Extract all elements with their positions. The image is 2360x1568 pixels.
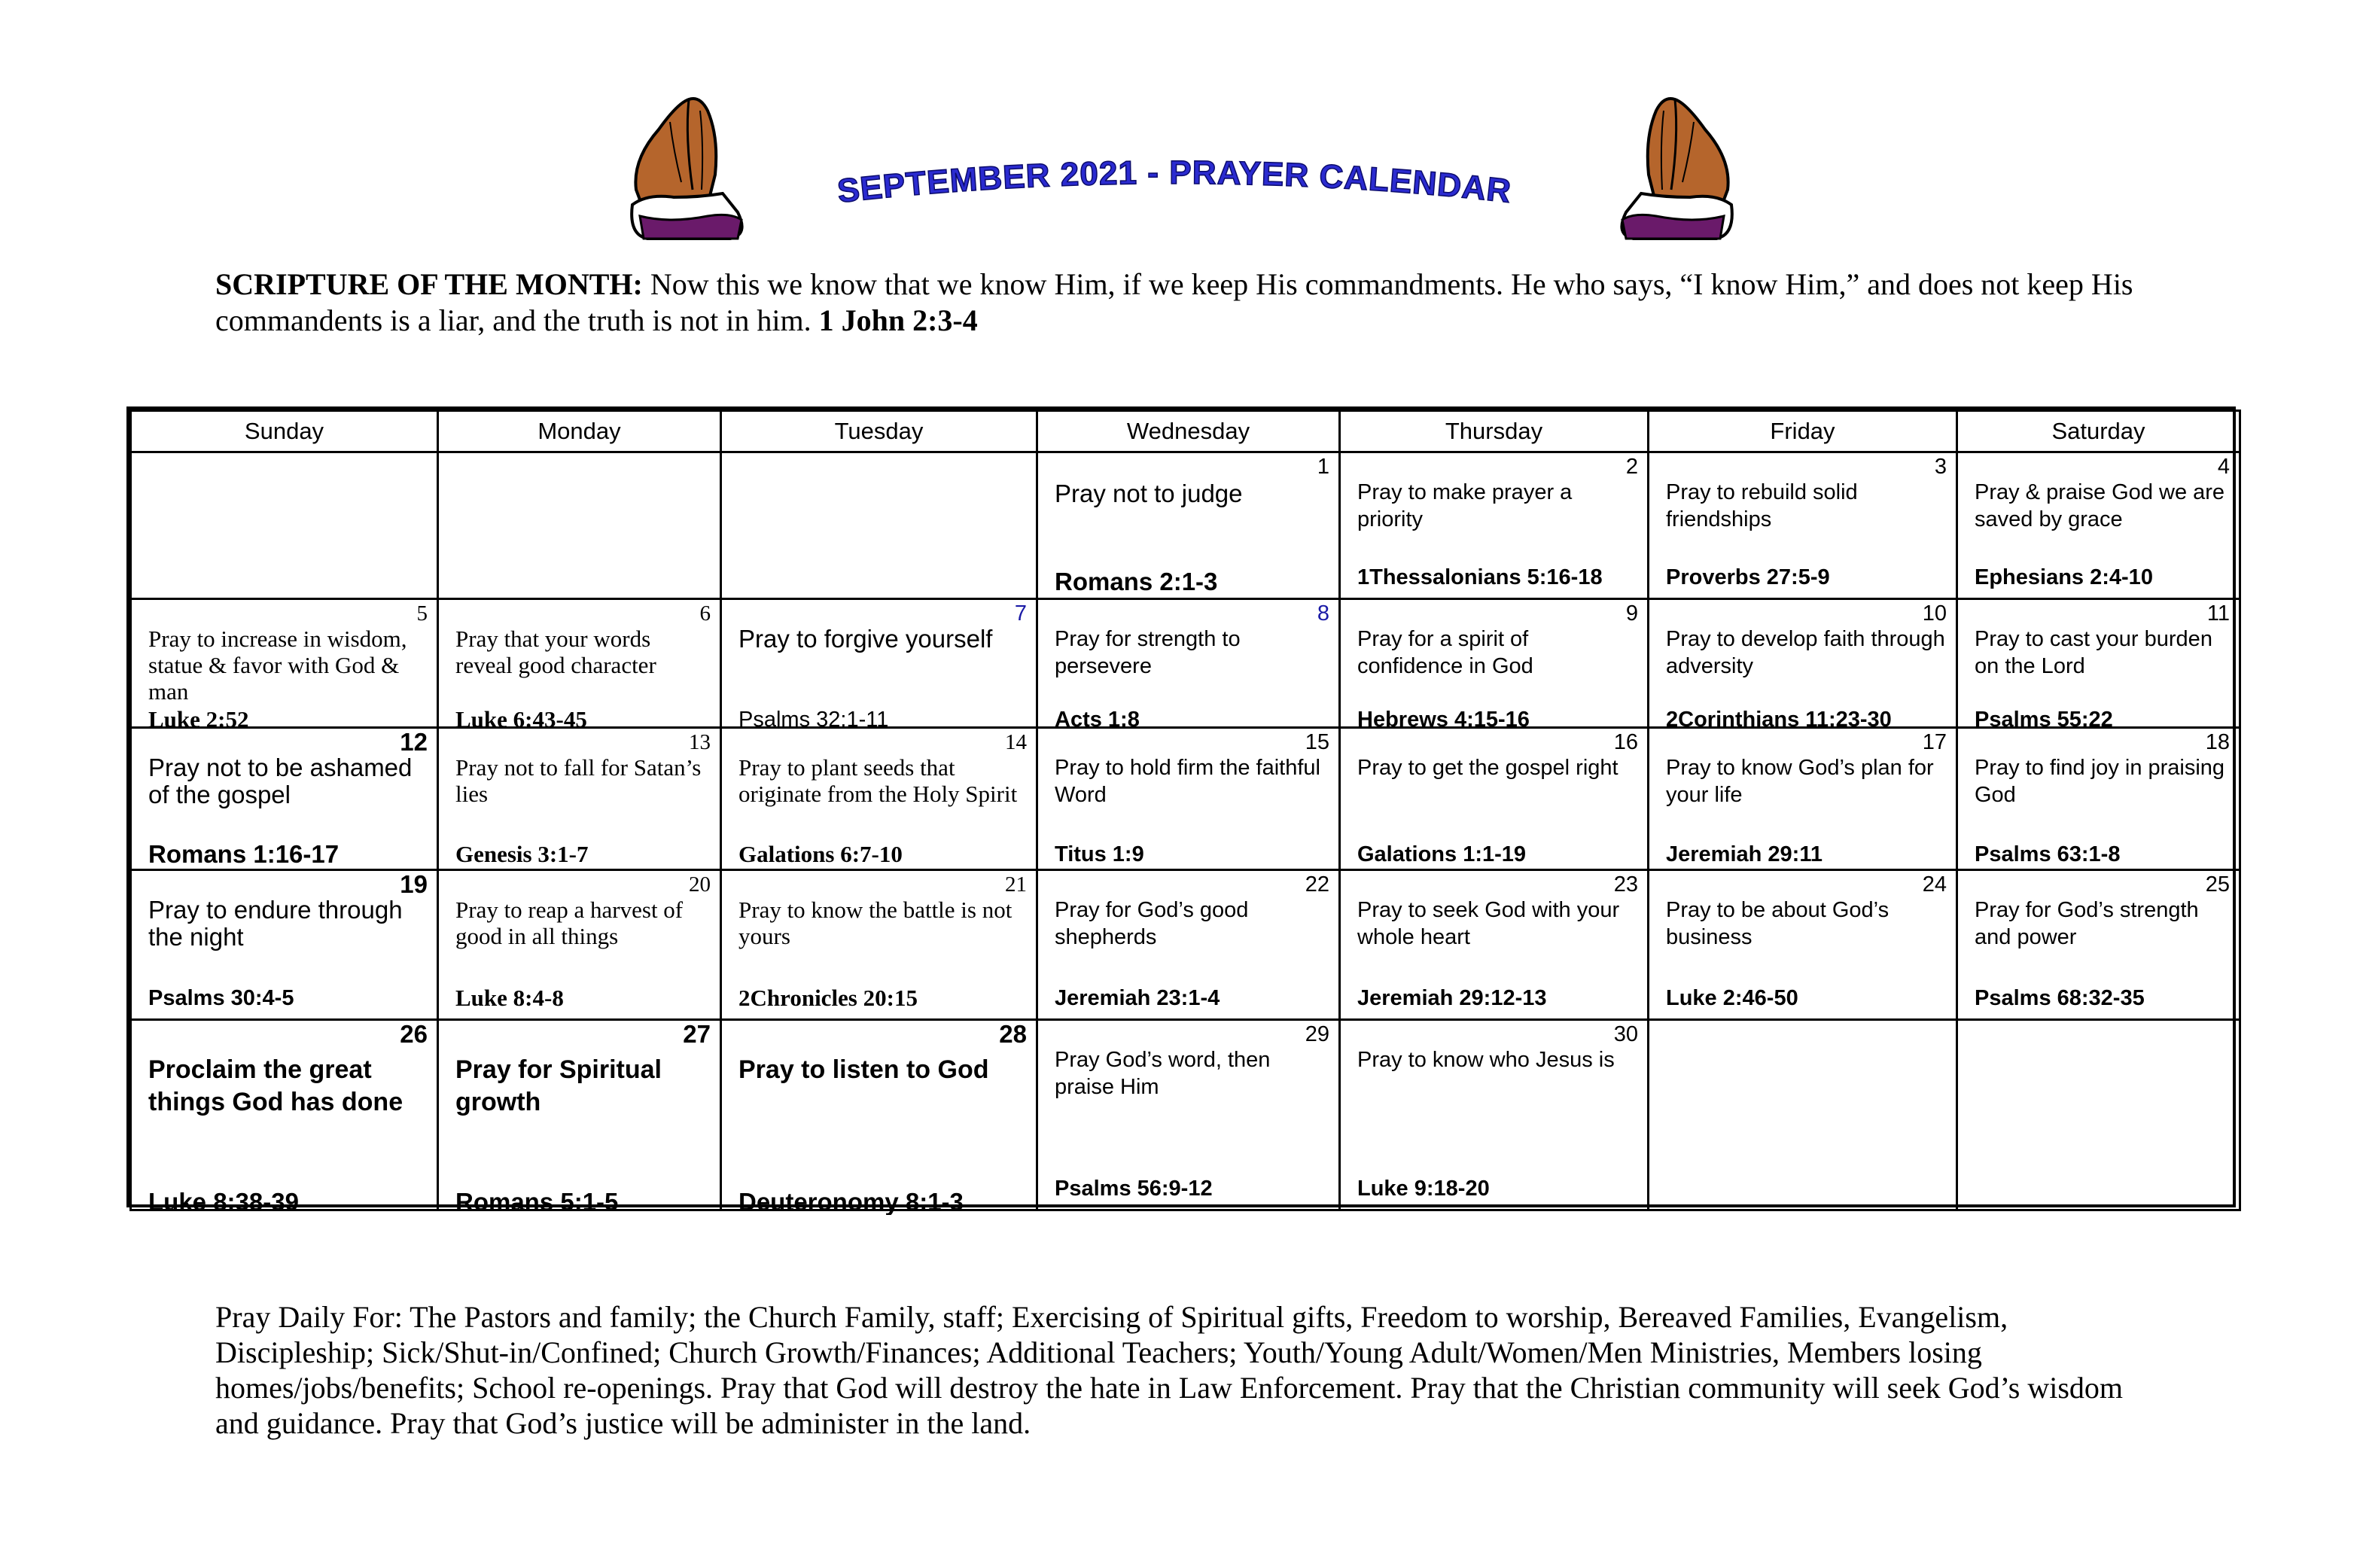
- prayer-text: Pray to forgive yourself: [738, 625, 993, 653]
- day-cell-25: [1957, 870, 2240, 1020]
- day-number: 24: [1922, 872, 1947, 897]
- day-number: 5: [416, 601, 428, 626]
- empty-day-cell: [438, 452, 721, 599]
- prayer-text: Pray to endure through the night: [148, 896, 403, 951]
- weekday-monday: Monday: [438, 411, 721, 452]
- scripture-ref: Deuteronomy 8:1-3: [738, 1189, 964, 1215]
- scripture-ref: Jeremiah 29:12-13: [1357, 986, 1547, 1010]
- week-row: [131, 728, 2240, 870]
- prayer-text: Pray for strength to persevere: [1055, 627, 1241, 678]
- day-cell-19: [131, 870, 438, 1020]
- week-row: [131, 599, 2240, 728]
- day-cell-3: [1649, 452, 1957, 599]
- day-cell-13: [438, 728, 721, 870]
- prayer-text: Pray to know God’s plan for your life: [1666, 756, 1934, 807]
- prayer-text: Pray to develop faith through adversity: [1666, 627, 1945, 678]
- prayer-text: Pray for a spirit of confidence in God: [1357, 627, 1533, 678]
- day-cell-18: [1957, 728, 2240, 870]
- day-cell-26: [131, 1020, 438, 1215]
- day-number: 17: [1922, 730, 1947, 754]
- praying-hands-icon: [617, 92, 760, 242]
- week-row: [131, 870, 2240, 1020]
- day-number: 11: [2206, 601, 2230, 626]
- day-cell-8: [1037, 599, 1340, 732]
- day-number: 23: [1613, 872, 1638, 897]
- scripture-ref: Psalms 32:1-11: [738, 708, 889, 732]
- prayer-text: Pray to get the gospel right: [1357, 756, 1619, 780]
- scripture-ref: Luke 2:52: [148, 707, 249, 732]
- scripture-ref: Luke 2:46-50: [1666, 986, 1798, 1010]
- prayer-text: Pray God’s word, then praise Him: [1055, 1048, 1271, 1099]
- day-cell-30: [1340, 1020, 1649, 1210]
- title-text: SEPTEMBER 2021 - PRAYER CALENDAR: [835, 154, 1514, 210]
- day-number: 13: [689, 730, 711, 754]
- day-cell-16: [1340, 728, 1649, 870]
- scripture-ref: Jeremiah 29:11: [1666, 842, 1823, 866]
- day-cell-27: [438, 1020, 721, 1215]
- day-number: 15: [1305, 730, 1329, 754]
- prayer-text: Pray & praise God we are saved by grace: [1975, 480, 2225, 531]
- day-cell-17: [1649, 728, 1957, 870]
- day-cell-1: [1037, 452, 1340, 599]
- scripture-ref: 2Chronicles 20:15: [738, 985, 918, 1011]
- prayer-text: Pray to listen to God: [738, 1055, 989, 1084]
- scripture-ref: Romans 2:1-3: [1055, 569, 1218, 595]
- prayer-text: Pray for God’s good shepherds: [1055, 898, 1249, 949]
- empty-day-cell: [1957, 1020, 2240, 1210]
- scripture-ref: Galations 6:7-10: [738, 842, 903, 867]
- day-number: 19: [400, 870, 428, 898]
- scripture-ref: Luke 8:4-8: [455, 985, 564, 1011]
- scripture-ref: Hebrews 4:15-16: [1357, 708, 1530, 732]
- weekday-tuesday: Tuesday: [721, 411, 1037, 452]
- day-cell-9: [1340, 599, 1649, 732]
- weekday-wednesday: Wednesday: [1037, 411, 1340, 452]
- day-number: 21: [1005, 872, 1027, 897]
- prayer-text: Pray for God’s strength and power: [1975, 898, 2199, 949]
- day-cell-11: [1957, 599, 2240, 732]
- weekday-friday: Friday: [1649, 411, 1957, 452]
- scripture-ref: Proverbs 27:5-9: [1666, 565, 1830, 589]
- scripture-reference: 1 John 2:3-4: [818, 303, 978, 337]
- day-number: 28: [999, 1020, 1027, 1048]
- prayer-text: Pray to reap a harvest of good in all things: [455, 897, 684, 949]
- scripture-ref: Psalms 68:32-35: [1975, 986, 2145, 1010]
- day-cell-7: [721, 599, 1037, 732]
- prayer-text: Pray to know the battle is not yours: [738, 897, 1013, 949]
- scripture-ref: Psalms 30:4-5: [148, 986, 294, 1010]
- day-cell-5: [131, 599, 438, 732]
- day-cell-20: [438, 870, 721, 1020]
- day-number: 9: [1625, 601, 1638, 626]
- scripture-ref: Titus 1:9: [1055, 842, 1144, 866]
- prayer-text: Pray to find joy in praising God: [1975, 756, 2225, 807]
- prayer-text: Pray to know who Jesus is: [1357, 1048, 1615, 1072]
- day-number: 6: [699, 601, 711, 626]
- day-cell-23: [1340, 870, 1649, 1020]
- day-cell-15: [1037, 728, 1340, 870]
- weekday-thursday: Thursday: [1340, 411, 1649, 452]
- page-title: [805, 154, 1543, 222]
- day-number: 16: [1613, 730, 1638, 754]
- scripture-ref: Romans 1:16-17: [148, 842, 340, 867]
- prayer-text: Pray to hold firm the faithful Word: [1055, 756, 1320, 807]
- prayer-text: Pray to plant seeds that originate from the Holy Spirit: [738, 754, 1018, 807]
- scripture-label: SCRIPTURE OF THE MONTH:: [215, 267, 643, 301]
- day-number: 26: [400, 1020, 428, 1048]
- day-number: 7: [1014, 601, 1027, 626]
- prayer-text: Pray that your words reveal good character: [455, 626, 656, 678]
- day-number: 20: [689, 872, 711, 897]
- praying-hands-icon: [1603, 92, 1746, 242]
- prayer-text: Pray not to be ashamed of the gospel: [148, 754, 413, 808]
- prayer-text: Pray not to fall for Satan’s lies: [455, 754, 702, 807]
- empty-day-cell: [721, 452, 1037, 599]
- calendar-grid: [126, 406, 2236, 1215]
- weekday-saturday: Saturday: [1957, 411, 2240, 452]
- empty-day-cell: [1649, 1020, 1957, 1210]
- day-number: 1: [1317, 455, 1329, 479]
- day-number: 8: [1317, 601, 1329, 626]
- day-number: 30: [1613, 1022, 1638, 1046]
- scripture-text: Now this we know that we know Him, if we keep His commandments. He who says, “I know Him,” and does not keep His commandents is a liar, and the truth is not in him.: [215, 267, 2133, 337]
- scripture-ref: Luke 8:38-39: [148, 1189, 299, 1215]
- day-cell-29: [1037, 1020, 1340, 1210]
- day-cell-2: [1340, 452, 1649, 599]
- prayer-text: Pray to be about God’s business: [1666, 898, 1890, 949]
- scripture-ref: Romans 5:1-5: [455, 1189, 619, 1215]
- day-number: 25: [2205, 872, 2230, 897]
- pray-daily-paragraph: Pray Daily For: The Pastors and family; the Church Family, staff; Exercising of Spiritual gifts, Freedom to worship, Bereaved Families, Evangelism, Discipleship; Sick/Shut-in/Confined; Church Growth/Finances; Additional Teachers; Youth/Young Adult/Women/Men Ministries, Members losing homes/jobs/benefits; School re-openings. Pray that God will destroy the hate in Law Enforcement. Pray that the Christian community will seek God’s wisdom and guidance. Pray that God’s justice will be administer in the land.: [215, 1300, 2124, 1440]
- day-number: 18: [2205, 730, 2230, 754]
- prayer-text: Pray to seek God with your whole heart: [1357, 898, 1620, 949]
- scripture-ref: Acts 1:8: [1055, 708, 1140, 732]
- day-number: 2: [1625, 455, 1638, 479]
- week-row: [131, 452, 2240, 599]
- weekday-sunday: Sunday: [131, 411, 438, 452]
- scripture-ref: Jeremiah 23:1-4: [1055, 986, 1220, 1010]
- day-number: 3: [1934, 455, 1947, 479]
- day-cell-28: [721, 1020, 1037, 1215]
- day-cell-22: [1037, 870, 1340, 1020]
- scripture-ref: Galations 1:1-19: [1357, 842, 1527, 866]
- scripture-ref: Luke 9:18-20: [1357, 1177, 1490, 1201]
- day-cell-4: [1957, 452, 2240, 599]
- week-row: [131, 1020, 2240, 1210]
- prayer-text: Pray for Spiritual growth: [455, 1055, 662, 1116]
- scripture-ref: 2Corinthians 11:23-30: [1666, 708, 1892, 732]
- scripture-ref: Ephesians 2:4-10: [1975, 565, 2153, 589]
- prayer-text: Pray to cast your burden on the Lord: [1975, 627, 2212, 678]
- day-number: 10: [1922, 601, 1947, 626]
- scripture-ref: Luke 6:43-45: [455, 707, 587, 732]
- day-number: 14: [1005, 730, 1027, 754]
- scripture-of-the-month: [215, 266, 2142, 339]
- empty-day-cell: [131, 452, 438, 599]
- scripture-ref: Psalms 63:1-8: [1975, 842, 2121, 866]
- scripture-ref: 1Thessalonians 5:16-18: [1357, 565, 1603, 589]
- day-number: 29: [1305, 1022, 1329, 1046]
- day-cell-6: [438, 599, 721, 732]
- day-number: 27: [683, 1020, 711, 1048]
- day-number: 12: [400, 728, 428, 756]
- day-cell-21: [721, 870, 1037, 1020]
- day-number: 22: [1305, 872, 1329, 897]
- prayer-text: Pray to rebuild solid friendships: [1666, 480, 1858, 531]
- prayer-text: Pray to make prayer a priority: [1357, 480, 1573, 531]
- scripture-ref: Psalms 56:9-12: [1055, 1177, 1213, 1201]
- weekday-header-row: [131, 411, 2240, 452]
- day-cell-14: [721, 728, 1037, 870]
- day-cell-24: [1649, 870, 1957, 1020]
- scripture-ref: Genesis 3:1-7: [455, 842, 589, 867]
- svg-text:SEPTEMBER 2021 - PRAYER CALEN: [836, 154, 1513, 210]
- prayer-text: Pray not to judge: [1055, 480, 1243, 507]
- day-number: 4: [2217, 455, 2230, 479]
- day-cell-12: [131, 728, 438, 870]
- scripture-ref: Psalms 55:22: [1975, 708, 2113, 732]
- prayer-text: Pray to increase in wisdom, statue & favor with God & man: [148, 626, 407, 705]
- prayer-text: Proclaim the great things God has done: [148, 1055, 403, 1116]
- day-cell-10: [1649, 599, 1957, 732]
